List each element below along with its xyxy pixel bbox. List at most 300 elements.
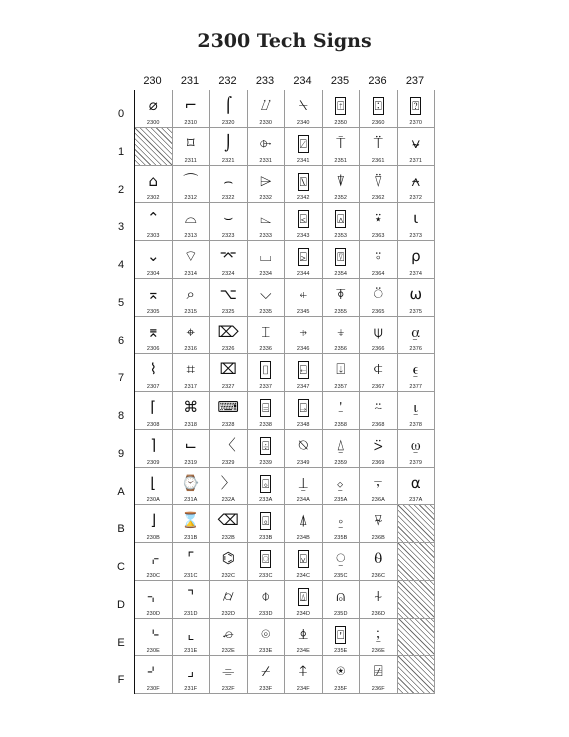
code-cell bbox=[323, 166, 361, 204]
code-cell bbox=[360, 430, 398, 468]
code-point-label: 2311 bbox=[184, 157, 197, 164]
glyph: ⌋ bbox=[150, 511, 157, 530]
code-point-label: 2376 bbox=[409, 346, 423, 353]
code-cell bbox=[248, 656, 286, 694]
glyph: ⍞ bbox=[337, 627, 345, 642]
row-header: 3 bbox=[117, 221, 125, 234]
code-point-label: 2335 bbox=[259, 308, 273, 315]
code-point-label: 231C bbox=[183, 572, 198, 579]
code-cell bbox=[285, 241, 323, 279]
code-cell bbox=[398, 392, 436, 430]
row-header: 8 bbox=[117, 410, 125, 422]
code-cell bbox=[323, 543, 361, 581]
code-point-label: 2352 bbox=[334, 195, 348, 202]
code-point-label: 234A bbox=[296, 497, 310, 504]
code-cell bbox=[360, 543, 398, 581]
row-header: A bbox=[117, 485, 125, 498]
glyph: ⍰ bbox=[412, 99, 420, 113]
code-cell bbox=[360, 468, 398, 506]
code-cell bbox=[248, 543, 286, 581]
glyph: ⍅ bbox=[298, 284, 308, 303]
code-point-label: 2317 bbox=[184, 384, 198, 390]
glyph: ⌦ bbox=[217, 322, 239, 341]
code-point-label: 2320 bbox=[221, 119, 235, 126]
glyph: ⍡ bbox=[373, 133, 383, 152]
glyph: ⌯ bbox=[222, 662, 235, 681]
code-point-label: 2338 bbox=[259, 421, 273, 428]
code-point-label: 2303 bbox=[146, 233, 160, 239]
code-cell bbox=[323, 317, 361, 355]
code-cell bbox=[360, 619, 398, 657]
glyph: ⌡ bbox=[224, 133, 233, 152]
code-cell bbox=[398, 317, 436, 355]
code-cell bbox=[285, 279, 323, 317]
glyph: ⍲ bbox=[411, 171, 421, 190]
glyph: ⍑ bbox=[336, 133, 346, 152]
code-point-label: 2323 bbox=[221, 233, 235, 239]
glyph: ⌽ bbox=[261, 586, 271, 605]
code-cell bbox=[398, 354, 436, 392]
glyph: ⌆ bbox=[146, 322, 160, 341]
code-cell bbox=[248, 203, 286, 241]
code-cell bbox=[285, 468, 323, 506]
glyph: ⍤ bbox=[373, 247, 383, 265]
glyph: ⌖ bbox=[186, 322, 195, 341]
glyph: ⌍ bbox=[147, 586, 160, 605]
code-point-label: 2347 bbox=[296, 384, 310, 390]
glyph: ⌷ bbox=[262, 363, 270, 378]
code-grid bbox=[134, 90, 434, 694]
column-header: 236 bbox=[368, 75, 387, 87]
code-point-label: 235A bbox=[334, 497, 348, 504]
code-point-label: 233D bbox=[258, 610, 273, 617]
code-point-label: 2348 bbox=[296, 421, 310, 428]
glyph: 〈 bbox=[220, 435, 236, 454]
glyph: ⍌ bbox=[299, 552, 307, 566]
code-point-label: 2329 bbox=[221, 459, 235, 466]
column-header: 234 bbox=[293, 75, 312, 87]
glyph: ⌻ bbox=[262, 514, 270, 529]
code-point-label: 231E bbox=[184, 648, 198, 655]
code-point-label: 235E bbox=[334, 648, 348, 655]
code-point-label: 2374 bbox=[409, 270, 423, 277]
code-cell bbox=[210, 317, 248, 355]
row-header: 6 bbox=[117, 334, 125, 347]
code-cell bbox=[210, 354, 248, 392]
glyph: ⍈ bbox=[299, 401, 307, 415]
glyph: ⌴ bbox=[259, 247, 272, 265]
code-point-label: 2302 bbox=[146, 195, 160, 202]
code-point-label: 2325 bbox=[221, 308, 235, 315]
glyph: ⌣ bbox=[223, 209, 234, 228]
glyph: ⍃ bbox=[299, 212, 307, 227]
glyph: ⌂ bbox=[148, 171, 159, 190]
code-point-label: 2351 bbox=[334, 157, 348, 164]
code-point-label: 2321 bbox=[221, 157, 235, 164]
glyph: ⍹ bbox=[411, 435, 421, 454]
code-point-label: 236B bbox=[371, 535, 385, 541]
code-cell bbox=[210, 430, 248, 468]
code-point-label: 235C bbox=[333, 572, 348, 579]
glyph: ⍱ bbox=[411, 133, 421, 152]
glyph: ⌲ bbox=[259, 171, 272, 190]
code-point-label: 2353 bbox=[334, 233, 348, 239]
code-point-label: 234F bbox=[296, 686, 310, 692]
glyph: ⍬ bbox=[373, 549, 383, 567]
code-point-label: 2346 bbox=[296, 346, 310, 353]
code-cell bbox=[323, 203, 361, 241]
code-cell bbox=[398, 128, 436, 166]
row-header: E bbox=[117, 636, 125, 649]
glyph: ⌺ bbox=[262, 476, 270, 491]
row-header: 1 bbox=[117, 145, 125, 158]
glyph: ⌟ bbox=[187, 662, 195, 681]
code-cell bbox=[135, 656, 173, 694]
code-point-label: 2339 bbox=[259, 459, 273, 466]
code-cell bbox=[323, 354, 361, 392]
unassigned-cell bbox=[398, 619, 436, 657]
row-header: 4 bbox=[117, 259, 125, 271]
code-cell bbox=[398, 203, 436, 241]
code-point-label: 236E bbox=[371, 648, 385, 655]
row-header: 7 bbox=[117, 372, 125, 385]
code-cell bbox=[173, 241, 211, 279]
code-cell bbox=[135, 468, 173, 506]
code-point-label: 2328 bbox=[221, 421, 235, 428]
glyph: ⍆ bbox=[298, 322, 308, 341]
glyph: ⍟ bbox=[336, 662, 346, 681]
glyph: 〉 bbox=[220, 473, 236, 492]
unassigned-cell bbox=[398, 505, 436, 543]
code-point-label: 2377 bbox=[409, 384, 423, 390]
code-cell bbox=[173, 619, 211, 657]
glyph: ⌭ bbox=[222, 586, 234, 605]
glyph: ⌙ bbox=[184, 435, 198, 454]
code-point-label: 2314 bbox=[184, 270, 198, 277]
code-point-label: 236A bbox=[371, 497, 385, 504]
row-header: F bbox=[117, 674, 125, 687]
glyph: ⍄ bbox=[299, 250, 307, 264]
code-cell bbox=[173, 317, 211, 355]
glyph: ⌜ bbox=[187, 549, 195, 567]
glyph: ⍢ bbox=[373, 171, 383, 190]
glyph: ⍕ bbox=[336, 284, 346, 303]
code-cell bbox=[323, 619, 361, 657]
code-cell bbox=[210, 166, 248, 204]
code-point-label: 2378 bbox=[409, 421, 423, 428]
row-header: 9 bbox=[117, 447, 125, 460]
code-point-label: 2344 bbox=[296, 270, 310, 277]
code-point-label: 2373 bbox=[409, 233, 423, 239]
column-header: 231 bbox=[180, 75, 200, 87]
code-point-label: 2354 bbox=[334, 270, 348, 277]
code-cell bbox=[285, 203, 323, 241]
code-cell bbox=[210, 241, 248, 279]
glyph: ⌶ bbox=[261, 322, 271, 341]
code-cell bbox=[248, 619, 286, 657]
code-point-label: 2363 bbox=[371, 233, 385, 239]
glyph: ⍀ bbox=[298, 96, 308, 114]
code-cell bbox=[173, 128, 211, 166]
code-point-label: 235F bbox=[334, 686, 348, 692]
code-cell bbox=[135, 619, 173, 657]
code-point-label: 233B bbox=[259, 535, 273, 541]
code-cell bbox=[285, 581, 323, 619]
code-cell bbox=[135, 581, 173, 619]
glyph: ⌓ bbox=[184, 209, 197, 228]
code-cell bbox=[210, 392, 248, 430]
code-point-label: 2340 bbox=[296, 119, 310, 126]
row-header: D bbox=[117, 598, 125, 611]
glyph: ⌔ bbox=[183, 247, 198, 265]
code-cell bbox=[398, 241, 436, 279]
code-point-label: 2369 bbox=[371, 459, 385, 466]
glyph: ⍗ bbox=[336, 360, 346, 379]
code-cell bbox=[248, 430, 286, 468]
glyph: ⍦ bbox=[373, 322, 383, 341]
glyph: ⌮ bbox=[222, 624, 234, 643]
code-point-label: 2357 bbox=[334, 384, 348, 390]
code-cell bbox=[135, 543, 173, 581]
code-point-label: 2318 bbox=[184, 421, 198, 428]
code-point-label: 2322 bbox=[221, 195, 235, 202]
column-header: 230 bbox=[143, 75, 162, 87]
unassigned-cell bbox=[398, 543, 436, 581]
glyph: ⍎ bbox=[298, 624, 308, 643]
glyph: ⌄ bbox=[146, 247, 160, 265]
glyph: ⍳ bbox=[413, 209, 419, 228]
glyph: ⍙ bbox=[336, 435, 346, 454]
code-point-label: 2370 bbox=[409, 119, 423, 126]
row-header: 0 bbox=[117, 108, 125, 120]
code-point-label: 232B bbox=[221, 535, 235, 541]
unassigned-cell bbox=[398, 581, 436, 619]
glyph: ⌅ bbox=[146, 284, 160, 303]
glyph: ⍐ bbox=[337, 99, 345, 113]
code-cell bbox=[323, 392, 361, 430]
unassigned-cell bbox=[398, 656, 436, 694]
code-point-label: 2361 bbox=[371, 157, 385, 164]
glyph: ⍣ bbox=[373, 209, 383, 228]
code-point-label: 2312 bbox=[184, 195, 198, 202]
glyph: ⌧ bbox=[219, 360, 237, 379]
code-cell bbox=[360, 203, 398, 241]
glyph: ⌒ bbox=[183, 171, 199, 190]
code-cell bbox=[210, 90, 248, 128]
code-cell bbox=[173, 581, 211, 619]
code-cell bbox=[173, 90, 211, 128]
glyph: ⍔ bbox=[337, 250, 345, 264]
glyph: ⍚ bbox=[336, 473, 346, 492]
code-point-label: 234C bbox=[296, 572, 311, 579]
code-point-label: 2319 bbox=[184, 459, 198, 466]
code-cell bbox=[173, 166, 211, 204]
glyph: ⍇ bbox=[299, 363, 307, 378]
glyph: ⌫ bbox=[217, 511, 239, 530]
code-cell bbox=[173, 505, 211, 543]
code-point-label: 2336 bbox=[259, 346, 273, 353]
glyph: ⍘ bbox=[336, 398, 346, 416]
glyph: ⌳ bbox=[259, 209, 272, 228]
code-point-label: 2326 bbox=[221, 346, 235, 353]
code-cell bbox=[285, 90, 323, 128]
column-header: 235 bbox=[330, 75, 350, 87]
code-cell bbox=[398, 430, 436, 468]
code-point-label: 2305 bbox=[146, 308, 160, 315]
code-cell bbox=[135, 505, 173, 543]
code-point-label: 2337 bbox=[259, 384, 273, 390]
code-cell bbox=[135, 430, 173, 468]
code-cell bbox=[173, 203, 211, 241]
code-cell bbox=[135, 392, 173, 430]
column-header: 233 bbox=[255, 75, 275, 87]
code-point-label: 2349 bbox=[296, 459, 310, 466]
glyph: ⌈ bbox=[150, 398, 157, 416]
glyph: ⌸ bbox=[262, 401, 270, 415]
glyph: ⌐ bbox=[184, 96, 198, 114]
code-cell bbox=[285, 543, 323, 581]
code-point-label: 2372 bbox=[409, 195, 423, 202]
code-cell bbox=[248, 317, 286, 355]
glyph: ⌕ bbox=[186, 284, 195, 303]
code-point-label: 2306 bbox=[146, 346, 160, 353]
code-cell bbox=[210, 203, 248, 241]
glyph: ⍂ bbox=[299, 174, 307, 189]
code-cell bbox=[360, 581, 398, 619]
code-point-label: 2315 bbox=[184, 308, 198, 315]
glyph: ⍍ bbox=[299, 589, 307, 604]
code-point-label: 2331 bbox=[259, 157, 273, 164]
code-cell bbox=[285, 619, 323, 657]
row-header: 2 bbox=[117, 183, 125, 196]
code-point-label: 2342 bbox=[296, 195, 310, 202]
code-point-label: 2324 bbox=[221, 270, 235, 277]
glyph: ⌿ bbox=[261, 662, 271, 681]
code-point-label: 2341 bbox=[296, 157, 310, 164]
code-point-label: 2371 bbox=[409, 157, 423, 164]
code-point-label: 233C bbox=[258, 572, 273, 579]
unassigned-cell bbox=[135, 128, 173, 166]
code-cell bbox=[210, 656, 248, 694]
code-cell bbox=[285, 430, 323, 468]
code-cell bbox=[285, 392, 323, 430]
code-cell bbox=[323, 430, 361, 468]
glyph: ⍪ bbox=[373, 473, 383, 492]
code-cell bbox=[360, 505, 398, 543]
code-point-label: 230C bbox=[146, 572, 161, 579]
glyph: ⍴ bbox=[410, 247, 421, 265]
code-point-label: 2356 bbox=[334, 346, 348, 353]
code-cell bbox=[360, 90, 398, 128]
code-cell bbox=[360, 279, 398, 317]
code-point-label: 2333 bbox=[259, 233, 273, 239]
glyph: ⌢ bbox=[223, 171, 234, 190]
code-cell bbox=[248, 241, 286, 279]
code-cell bbox=[285, 166, 323, 204]
code-point-label: 2362 bbox=[371, 195, 385, 202]
code-cell bbox=[248, 505, 286, 543]
code-point-label: 230F bbox=[146, 686, 160, 692]
code-point-label: 234D bbox=[296, 610, 311, 617]
glyph: ⍋ bbox=[298, 511, 308, 530]
code-cell bbox=[173, 354, 211, 392]
code-point-label: 2367 bbox=[371, 384, 385, 390]
code-point-label: 233E bbox=[259, 648, 273, 655]
code-cell bbox=[210, 619, 248, 657]
glyph: ⍖ bbox=[336, 322, 346, 341]
code-point-label: 231F bbox=[184, 686, 198, 692]
row-header: B bbox=[117, 523, 125, 536]
code-point-label: 2308 bbox=[146, 421, 160, 428]
row-header: 5 bbox=[117, 296, 125, 309]
glyph: ⍏ bbox=[298, 662, 308, 681]
glyph: ⌊ bbox=[150, 473, 157, 492]
code-point-label: 2316 bbox=[184, 346, 198, 353]
glyph: ⌾ bbox=[261, 624, 271, 643]
code-cell bbox=[173, 656, 211, 694]
code-cell bbox=[360, 354, 398, 392]
code-cell bbox=[173, 468, 211, 506]
glyph: ⍩ bbox=[373, 435, 383, 454]
code-point-label: 237A bbox=[409, 497, 423, 504]
code-point-label: 2350 bbox=[334, 119, 348, 126]
code-point-label: 2345 bbox=[296, 308, 310, 315]
glyph: ⍝ bbox=[336, 586, 346, 605]
code-point-label: 235B bbox=[334, 535, 348, 541]
code-cell bbox=[210, 468, 248, 506]
code-cell bbox=[398, 90, 436, 128]
code-cell bbox=[323, 581, 361, 619]
code-point-label: 232D bbox=[221, 610, 236, 617]
code-point-label: 2332 bbox=[259, 195, 273, 202]
code-cell bbox=[323, 505, 361, 543]
glyph: ⌥ bbox=[219, 284, 237, 303]
glyph: ⌇ bbox=[149, 360, 157, 379]
glyph: ⍠ bbox=[374, 99, 382, 113]
code-point-label: 2334 bbox=[259, 270, 273, 277]
glyph: ⌀ bbox=[148, 96, 158, 114]
code-point-label: 2366 bbox=[371, 346, 385, 353]
code-cell bbox=[210, 128, 248, 166]
code-point-label: 2359 bbox=[334, 459, 348, 466]
code-cell bbox=[398, 166, 436, 204]
glyph: ⌹ bbox=[262, 438, 270, 453]
code-cell bbox=[398, 468, 436, 506]
code-point-label: 231A bbox=[184, 497, 198, 504]
code-point-label: 2368 bbox=[371, 421, 385, 428]
code-cell bbox=[135, 354, 173, 392]
code-point-label: 2313 bbox=[184, 233, 198, 239]
glyph: ⍨ bbox=[373, 398, 383, 416]
code-point-label: 2309 bbox=[146, 459, 160, 466]
glyph: ⍶ bbox=[411, 322, 421, 341]
glyph: ⌏ bbox=[147, 662, 160, 681]
code-point-label: 233F bbox=[259, 686, 273, 692]
code-cell bbox=[323, 279, 361, 317]
glyph: ⌼ bbox=[262, 552, 270, 566]
code-point-label: 2300 bbox=[146, 119, 160, 126]
code-cell bbox=[285, 354, 323, 392]
glyph: ⌞ bbox=[187, 624, 195, 643]
code-point-label: 231B bbox=[184, 535, 198, 541]
glyph: ⌱ bbox=[259, 133, 272, 152]
glyph: ⌃ bbox=[146, 209, 160, 228]
code-cell bbox=[210, 279, 248, 317]
code-cell bbox=[210, 543, 248, 581]
glyph: ⍁ bbox=[299, 136, 307, 151]
glyph: ⌚ bbox=[181, 473, 201, 492]
glyph: ⍧ bbox=[373, 360, 383, 379]
